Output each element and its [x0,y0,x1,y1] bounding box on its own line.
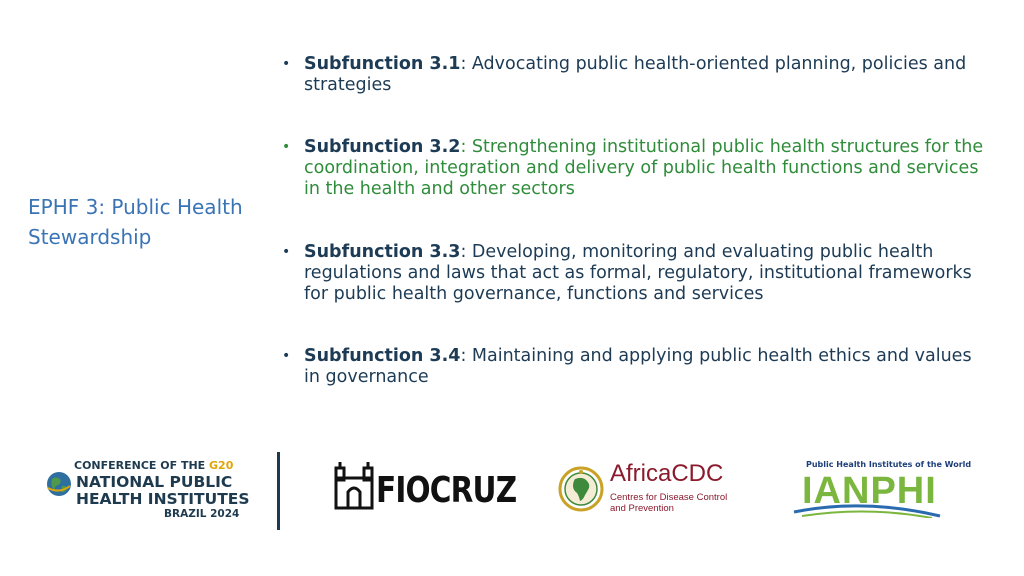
wave-icon [792,496,942,518]
subfunction-text: : Maintaining and applying public health ethics and values in governance [304,346,972,387]
subfunction-item [282,54,992,96]
ianphi-logo [792,460,972,520]
bullet-icon: • [282,56,291,72]
africacdc-logo [558,462,738,514]
g20-line4: BRAZIL 2024 [164,508,240,520]
subfunction-label: Subfunction 3.1 [304,54,461,74]
africacdc-name: AfricaCDC [610,460,724,487]
africa-seal-icon [558,466,604,512]
africacdc-subtitle-2: and Prevention [610,503,674,514]
g20-line2: NATIONAL PUBLIC [76,473,233,491]
fiocruz-logo [334,460,517,512]
bullet-icon: • [282,348,291,364]
subfunction-item [282,346,992,388]
g20-line3: HEALTH INSTITUTES [76,490,250,508]
subfunction-text: : Strengthening institutional public health structures for the coordination, integration and delivery of public health functions and services in the health and other sectors [304,137,984,199]
castle-icon [334,460,374,510]
logo-bar [0,440,1024,550]
africacdc-subtitle-1: Centres for Disease Control [610,492,728,503]
g20-conference-logo [46,459,250,520]
subfunction-text: : Developing, monitoring and evaluating public health regulations and laws that act as formal, regulatory, institutional frameworks for public health governance, functions and services [304,242,972,304]
slide-heading: EPHF 3: Public Health Stewardship [28,195,243,249]
g20-accent: G20 [209,459,234,472]
subfunction-text: : Advocating public health-oriented planning, policies and strategies [304,54,967,95]
subfunction-item [282,137,992,200]
globe-icon [46,471,72,497]
subfunction-label: Subfunction 3.3 [304,242,461,262]
bullet-icon: • [282,139,291,155]
fiocruz-name: FIOCRUZ [376,470,517,511]
subfunction-label: Subfunction 3.4 [304,346,461,366]
logo-divider [277,452,280,530]
g20-line1: CONFERENCE OF THE [74,459,210,472]
subfunction-item [282,242,992,305]
subfunction-label: Subfunction 3.2 [304,137,461,157]
bullet-icon: • [282,244,291,260]
ianphi-name: IANPHI [802,470,937,512]
ianphi-tagline: Public Health Institutes of the World [806,460,972,469]
